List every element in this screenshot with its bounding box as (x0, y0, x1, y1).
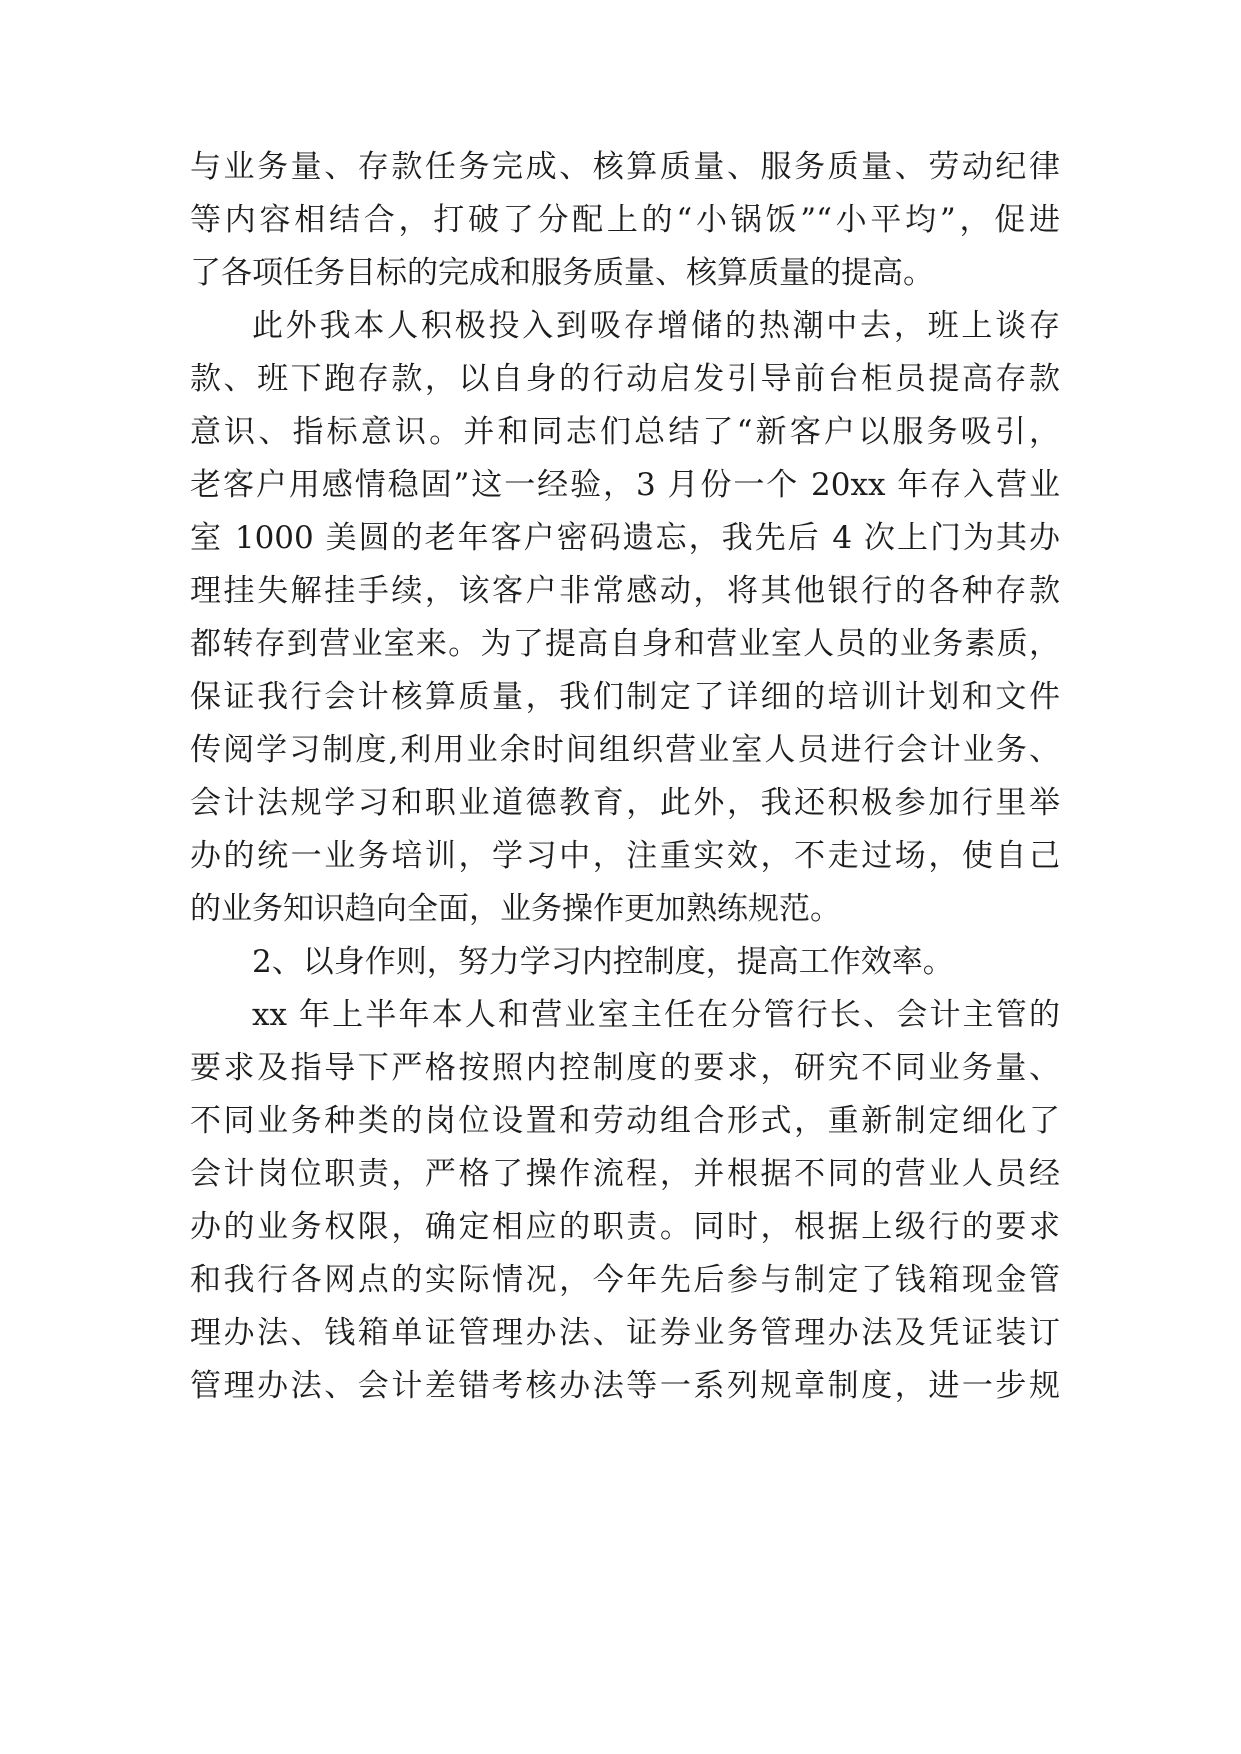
paragraph-line: 的业务知识趋向全面，业务操作更加熟练规范。 (190, 891, 841, 927)
paragraph-line: 不同业务种类的岗位设置和劳动组合形式，重新制定细化了 (190, 1103, 1060, 1139)
paragraph-line: 办的业务权限，确定相应的职责。同时，根据上级行的要求 (190, 1209, 1060, 1245)
paragraph-line: 意识、指标意识。并和同志们总结了“新客户以服务吸引， (190, 414, 1060, 450)
paragraph-line: 理办法、钱箱单证管理办法、证券业务管理办法及凭证装订 (190, 1315, 1060, 1351)
paragraph-line: 与业务量、存款任务完成、核算质量、服务质量、劳动纪律 (190, 149, 1060, 185)
paragraph-line: 等内容相结合，打破了分配上的“小锅饭”“小平均”，促进 (190, 202, 1060, 238)
paragraph-line: xx 年上半年本人和营业室主任在分管行长、会计主管的 (252, 997, 1060, 1033)
paragraph-line: 保证我行会计核算质量，我们制定了详细的培训计划和文件 (190, 679, 1060, 715)
paragraph-line: 办的统一业务培训，学习中，注重实效，不走过场，使自己 (190, 838, 1060, 874)
paragraph-line: 了各项任务目标的完成和服务质量、核算质量的提高。 (190, 255, 934, 291)
paragraph-line: 要求及指导下严格按照内控制度的要求，研究不同业务量、 (190, 1050, 1060, 1086)
paragraph-line: 款、班下跑存款，以自身的行动启发引导前台柜员提高存款 (190, 361, 1060, 397)
paragraph-line: 管理办法、会计差错考核办法等一系列规章制度，进一步规 (190, 1368, 1060, 1404)
paragraph-line: 此外我本人积极投入到吸存增储的热潮中去，班上谈存 (252, 308, 1060, 344)
section-heading: 2、以身作则，努力学习内控制度，提高工作效率。 (252, 944, 954, 980)
paragraph-line: 都转存到营业室来。为了提高自身和营业室人员的业务素质， (190, 626, 1060, 662)
paragraph-line: 理挂失解挂手续，该客户非常感动，将其他银行的各种存款 (190, 573, 1060, 609)
paragraph-line: 室 1000 美圆的老年客户密码遗忘，我先后 4 次上门为其办 (190, 520, 1060, 556)
paragraph-line: 会计法规学习和职业道德教育，此外，我还积极参加行里举 (190, 785, 1060, 821)
paragraph-line: 和我行各网点的实际情况，今年先后参与制定了钱箱现金管 (190, 1262, 1060, 1298)
paragraph-line: 传阅学习制度,利用业余时间组织营业室人员进行会计业务、 (190, 732, 1060, 768)
paragraph-line: 会计岗位职责，严格了操作流程，并根据不同的营业人员经 (190, 1156, 1060, 1192)
paragraph-line: 老客户用感情稳固”这一经验，3 月份一个 20xx 年存入营业 (190, 467, 1060, 503)
